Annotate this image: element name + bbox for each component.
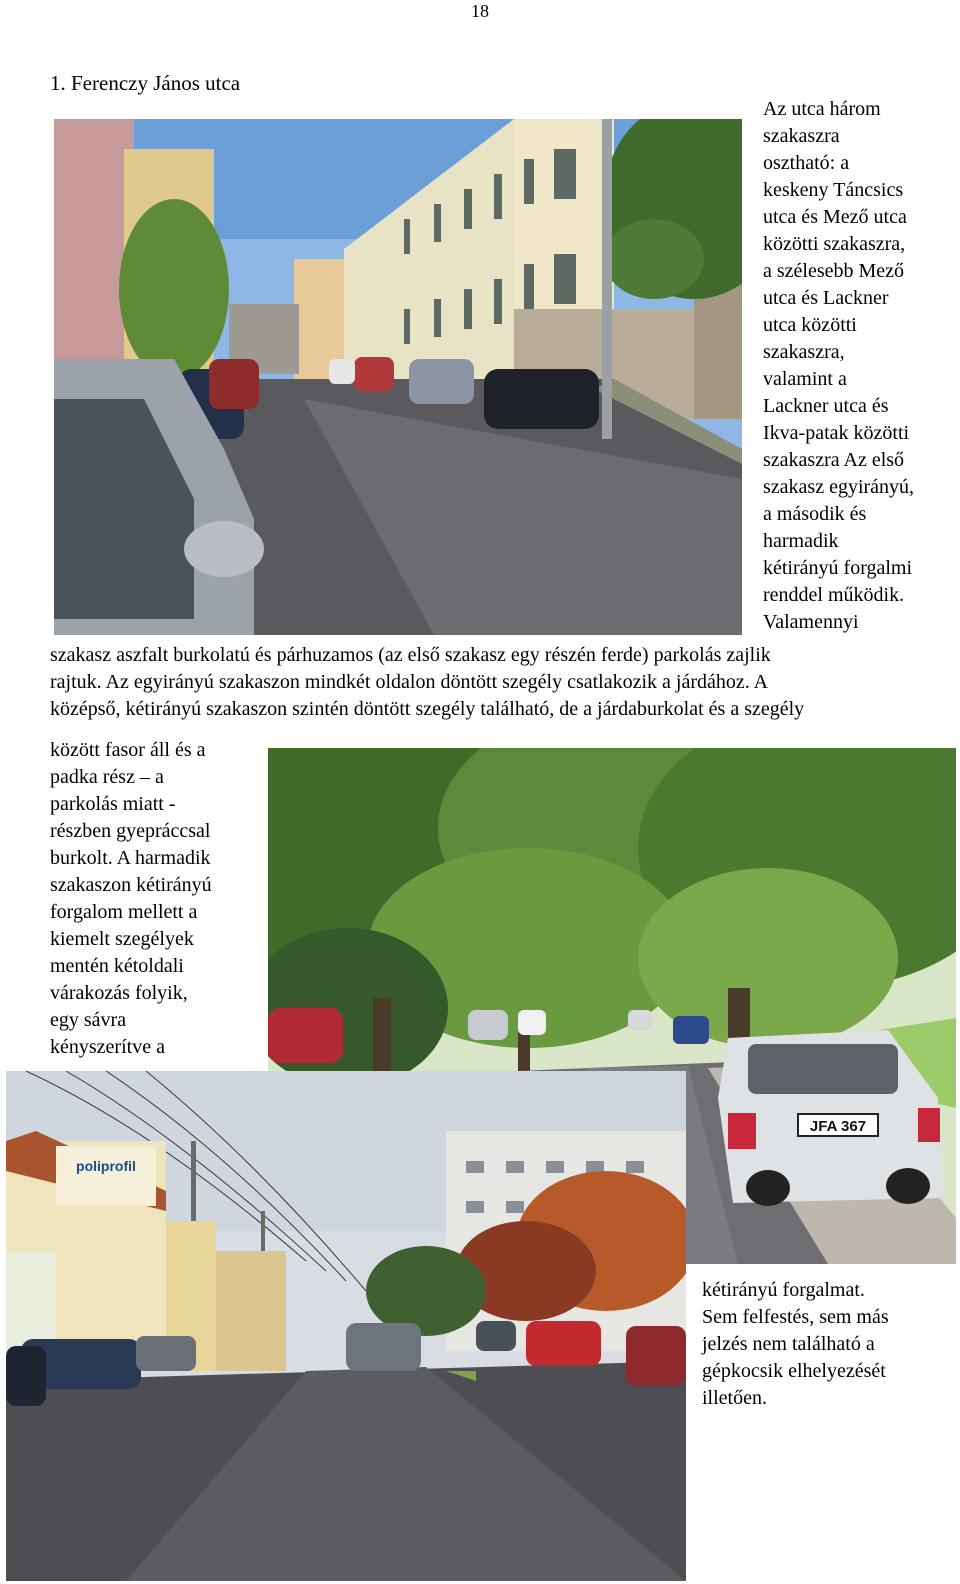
text-line: harmadik [763,530,839,552]
paragraph-bottom-right [702,1277,952,1412]
text-line: parkolás miatt - [50,793,176,815]
text-line: valamint a [763,368,847,390]
text-line: jelzés nem található a [702,1333,875,1355]
text-line: utca és Mező utca [763,206,907,228]
text-line: keskeny Táncsics [763,179,904,201]
section-heading: 1. Ferenczy János utca [50,71,241,95]
text-line: padka rész – a [50,766,164,788]
photo-ferenczy-section-3 [6,1071,686,1581]
text-line: kényszerítve a [50,1036,165,1058]
text-line-full: rajtuk. Az egyirányú szakaszon mindkét oldalon döntött szegély csatlakozik a járdához. A [50,671,769,693]
photo-ferenczy-section-1 [54,119,742,635]
text-line: közötti szakaszra, [763,233,906,255]
text-line: várakozás folyik, [50,982,188,1004]
text-line-full: szakasz aszfalt burkolatú és párhuzamos (az első szakasz egy részén ferde) parkolás zajlik [50,644,771,666]
text-line: Valamennyi [763,611,859,633]
text-line: Az utca három [763,98,881,120]
building-sign: poliprofil [76,1158,136,1174]
text-line: burkolt. A harmadik [50,847,211,869]
text-line: a második és [763,503,867,525]
text-line: Lackner utca és [763,395,889,417]
text-line: illetően. [702,1387,767,1409]
text-line: szakaszon kétirányú [50,874,212,896]
text-line-full: középső, kétirányú szakaszon szintén döntött szegély található, de a járdaburkolat és a szegély [50,698,805,720]
text-line: osztható: a [763,152,850,174]
text-line: egy sávra [50,1009,127,1031]
text-line: gépkocsik elhelyezését [702,1360,886,1382]
page-number: 18 [471,1,489,21]
text-line: szakaszra, [763,341,845,363]
text-line: között fasor áll és a [50,739,206,761]
text-line: forgalom mellett a [50,901,198,923]
text-line: mentén kétoldali [50,955,184,977]
text-line: kétirányú forgalmat. [702,1279,865,1301]
text-line: Ikva-patak közötti [763,422,910,444]
text-line: utca és Lackner [763,287,889,309]
text-line: renddel működik. [763,584,905,606]
text-line: utca közötti [763,314,857,336]
text-line: kiemelt szegélyek [50,928,194,950]
text-line: részben gyepráccsal [50,820,211,842]
paragraph-right-column [763,96,953,636]
text-line: szakasz egyirányú, [763,476,915,498]
text-line: kétirányú forgalmi [763,557,913,579]
text-line: szakaszra [763,125,840,147]
text-line: a szélesebb Mező [763,260,905,282]
text-line: Sem felfestés, sem más [702,1306,889,1328]
license-plate: JFA 367 [809,1118,867,1135]
text-line: szakaszra Az első [763,449,905,471]
paragraph-left-column [50,737,265,1061]
